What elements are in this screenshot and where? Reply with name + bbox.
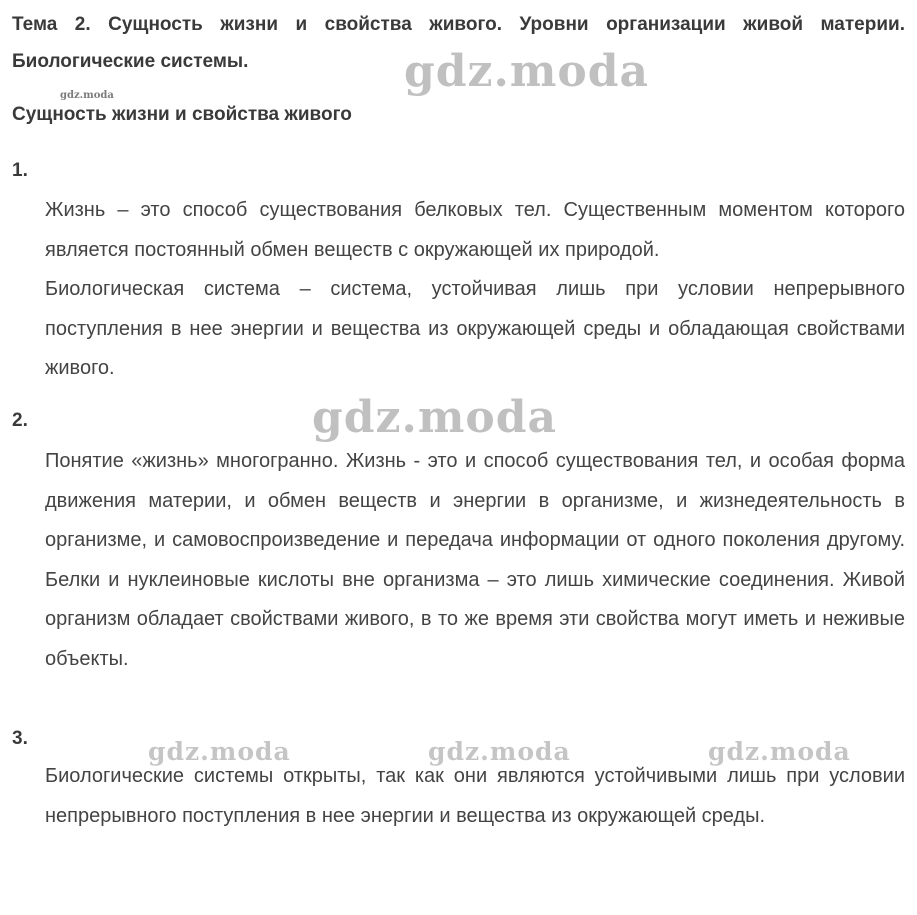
item-3-paragraph-1: Биологические системы открыты, так как они являются устойчивыми лишь при условии непрерывного поступления в нее энергии и вещества из окружающей среды. [45, 765, 905, 827]
watermark-logo: gdz.moda [708, 737, 851, 766]
item-1-paragraph-2: Биологическая система – система, устойчивая лишь при условии непрерывного поступления в нее энергии и вещества из окружающей среды и обладающая свойствами живого. [45, 278, 905, 379]
item-number-2: 2. [12, 410, 28, 431]
watermark-logo: gdz.moda [404, 46, 650, 97]
item-2-paragraph-1: Понятие «жизнь» многогранно. Жизнь - это и способ существования тел, и особая форма движения материи, и обмен веществ и энергии в организме, и жизнедеятельность в организме, и самовоспроизведение и передача информации от одного поколения другому. Белки и нуклеиновые кислоты вне организма – это лишь химические соединения. Живой организм обладает свойствами живого, в то же время эти свойства могут иметь и неживые объекты. [45, 450, 905, 670]
watermark-logo-small: gdz.moda [60, 90, 114, 101]
watermark-logo: gdz.moda [148, 737, 291, 766]
watermark-logo: gdz.moda [312, 392, 558, 443]
topic-title: Тема 2. Сущность жизни и свойства живого. Уровни организации живой материи. Биологические системы. [12, 14, 905, 72]
item-number-1: 1. [12, 160, 28, 181]
item-number-3: 3. [12, 728, 28, 749]
watermark-logo: gdz.moda [428, 737, 571, 766]
item-1-paragraph-1: Жизнь – это способ существования белковых тел. Существенным моментом которого является постоянный обмен веществ с окружающей их природой. [45, 199, 905, 261]
section-title: Сущность жизни и свойства живого [12, 104, 352, 125]
